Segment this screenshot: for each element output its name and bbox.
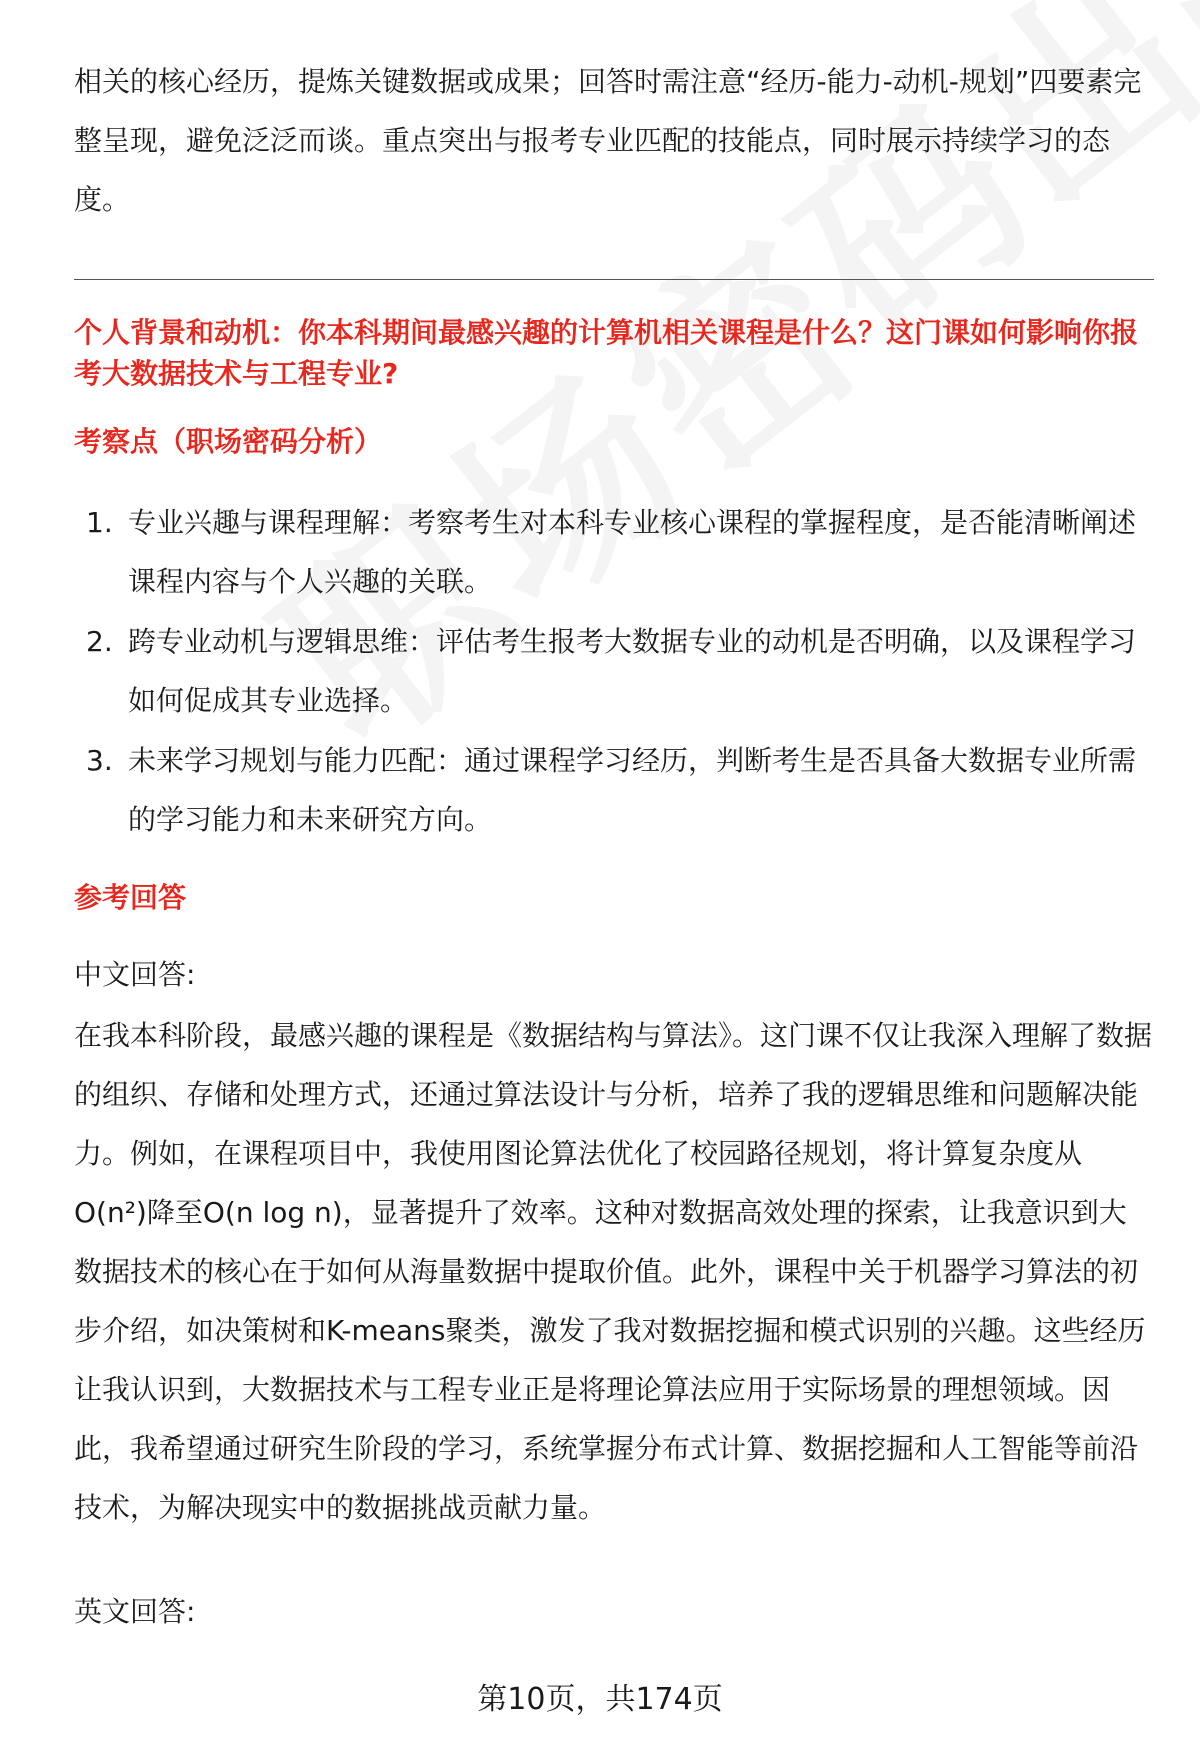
reference-answer-title: 参考回答 [74, 881, 187, 914]
page-number-footer: 第10页，共174页 [477, 1682, 723, 1717]
examination-title: 考察点（职场密码分析） [74, 425, 383, 458]
list-item [74, 612, 1154, 730]
list-item [74, 731, 1154, 849]
chinese-answer-text: 在我本科阶段，最感兴趣的课程是《数据结构与算法》。这门课不仅让我深入理解了数据的组织、存储和处理方式，还通过算法设计与分析，培养了我的逻辑思维和问题解决能力。例如，在课程项目中，我使用图论算法优化了校园路径规划，将计算复杂度从O(n²)降至O(n log n)，显著提升了效率。这种对数据高效处理的探索，让我意识到大数据技术的核心在于如何从海量数据中提取价值。此外，课程中关于机器学习算法的初步介绍，如决策树和K-means聚类，激发了我对数据挖掘和模式识别的兴趣。这些经历让我认识到，大数据技术与工程专业正是将理论算法应用于实际场景的理想领域。因此，我希望通过研究生阶段的学习，系统掌握分布式计算、数据挖掘和人工智能等前沿技术，为解决现实中的数据挑战贡献力量。 [74, 1019, 1153, 1524]
chinese-answer-label: 中文回答: [74, 958, 196, 991]
list-item [74, 493, 1154, 611]
list-number: 2. [86, 625, 113, 658]
intro-paragraph: 相关的核心经历，提炼关键数据或成果；回答时需注意“经历-能力-动机-规划”四要素完整呈现，避免泛泛而谈。重点突出与报考专业匹配的技能点，同时展示持续学习的态度。 [74, 65, 1142, 216]
list-number: 1. [86, 506, 113, 539]
question-heading: 个人背景和动机：你本科期间最感兴趣的计算机相关课程是什么？这门课如何影响你报考大数据技术与工程专业? [74, 316, 1139, 390]
list-number: 3. [86, 744, 113, 777]
list-item-text: 未来学习规划与能力匹配：通过课程学习经历，判断考生是否具备大数据专业所需的学习能力和未来研究方向。 [128, 744, 1137, 836]
list-item-text: 专业兴趣与课程理解：考察考生对本科专业核心课程的掌握程度，是否能清晰阐述课程内容与个人兴趣的关联。 [128, 506, 1137, 598]
english-answer-label: 英文回答: [74, 1595, 196, 1628]
examination-points-list [74, 493, 1154, 850]
list-item-text: 跨专业动机与逻辑思维：评估考生报考大数据专业的动机是否明确，以及课程学习如何促成其专业选择。 [128, 625, 1137, 717]
section-divider [74, 279, 1154, 280]
